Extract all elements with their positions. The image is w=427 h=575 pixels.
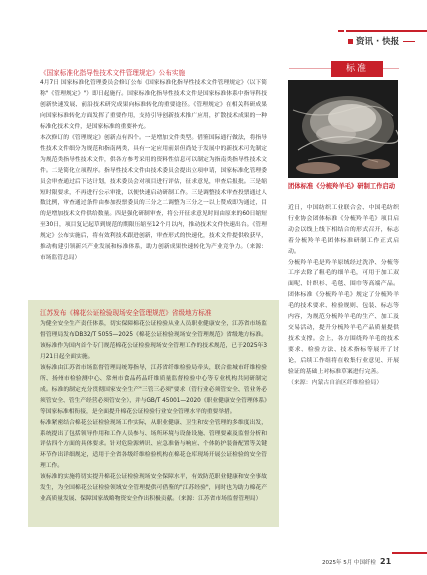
section-header [348, 35, 415, 47]
page-footer [322, 557, 391, 566]
section-label: 资讯 · 快报 [356, 37, 400, 47]
header-accent-stripe [338, 30, 344, 32]
sidebar-text: 近日，中国纺织工业联合会、中国毛纺织行业协会团体标准《分梳羚羊毛》项目启动会以线上线下相结合的形式召开，标志着分梳羚羊毛团体标准研制工作正式启动。 分梳羚羊毛是羚羊原绒经过洗净、分梳等工序去除了粗毛的细羊毛，可用于加工双面呢、针织衫、毛毯、围巾等高端产品。团体标准《分梳羚羊毛》规定了分梳羚羊毛的技术要求、检验规则、包装、标志等内容，为规范分梳羚羊毛的生产、加工及交易活动，提升分梳羚羊毛产品质量提供技术支撑。会上，各方围绕羚羊毛的技术要求、检验方法、技术指标等展开了讨论，后续工作组将在收集行业意见、开展验证的基础上对标准草案进行完善。 [288, 205, 399, 375]
page-number: 21 [380, 557, 392, 566]
sidebar-source: （来源：内蒙古自治区纤维检验局） [288, 379, 383, 386]
wool-fiber-photo [288, 80, 398, 178]
category-tag: 标准 [331, 61, 383, 77]
article-body: 为健全安全生产责任体系，切实保障棉花公证检验从业人员职业健康安全，江苏省市场监督管理局发布DB32/T 5055—2025《棉花公证检验现场安全管理规范》省级地方标准。该标准作为国内首个专门规范棉花公证检验现场安全管理工作的技术规范，已于2025年3月21日起全面实施。 该标准由江苏省市场监督管理局统筹指导，江苏省纤维检验局牵头，联合盐城市纤维检验所、扬州市检验测中心、常州市食品药品纤维质量监督检验中心等专业机构共同研制完成。标准的制定充分贯彻国家安全生产"三管三必须"要求（管行业必须管安全、管业务必须管安全、管生产经营必须管安全），并与GB/T 45001—2020《职业健康安全管理体系》等国家标准相衔接，是全面提升棉花公证检验行业安全管理水平的重要举措。 标准紧密结合棉花公证检验现场工作实际，从职业健康、卫生和安全管理的多维度出发，系统提出了包括领导作用和工作人员参与、场所环境与设备设施、管理要素及监督分析和评估四个方面的具体要求。针对危险源辨识、应急准备与响应、个体防护装备配置等关键环节作出详细规定，适用于全省各级纤维检验机构在棉花仓库现场开展公证检验的安全管理工作。 该标准的实施将切实提升棉花公证检验现场安全保障水平，有效防范职业健康和安全事故发生，为全国棉花公证检验领域安全管理提供可借鉴的"江苏经验"，同时也为助力棉花产业高质量发展、保障国家战略物资安全作出积极贡献。（来源：江苏省市场监督管理局） [40, 321, 267, 503]
sidebar-body [288, 203, 399, 548]
article-title: 《国家标准化指导性技术文件管理规定》公布实施 [40, 69, 186, 77]
section-underline [403, 41, 415, 43]
article-body: 4月7日 国家标准化管理委员会修订公布《国家标准化指导性技术文件管理规定》（以下简称"《管理规定》"）即日起施行。国家标准化指导性技术文件是国家标准体系中指导科技创新快速发展、前沿技术研究成果向标准转化的重要途径。《管理规定》在相关科研成果向国家标准转化方面发挥了重要作用，支持引导创新技术推广应用，扩散技术成果的一种标准化技术文件，是国家标准的重要补充。 本次修订的《管理规定》创新点有四个。一是增加文件类型。借鉴国际通行做法，将指导性技术文件细分为规范和指南两类，具有一定应用前景但尚处于发展中的新技术可先制定为规范类指导性技术文件，供各方参考采用的资料性信息可以制定为指南类指导性技术文件。二是简化立项程序。指导性技术文件由技术委员会提出立项申请，国家标准化管理委员会审查通过后下达计划，技术委员会对项目进行评估，征求意见，审查后报批。三是缩短时限要求，不再进行公示审批，以便快速启动研制工作。三是调整技术审查投票通过人数比例，审查通过条件由参加投票委员的三分之二调整为三分之一以上赞成即为通过，目的是增加技术文件供给数量。四是强化研制审查，将公开征求意见时间由原来的60日缩短至30日，项目复记起草到规范的期限压缩至12个月以内，推动技术文件快速出台。《管理规定》公布实施后，将有效利技术跟进创新，审查形式的快速化，技术文件提供收获早，推动构建引领新兴产业发展和标准体系，助力创新成果快速转化为产业竞争力。（来源：市场监管总局） [40, 80, 267, 262]
section-marker-icon [348, 39, 353, 44]
footer-rule [392, 552, 427, 554]
issue-label: 2025年 5月 中国纤检 [322, 560, 376, 566]
header-rule [346, 30, 427, 32]
sidebar-title: 团体标准《分梳羚羊毛》研制工作启动 [288, 183, 396, 190]
article-title: 江苏发布《棉花公证检验现场安全管理规范》省级地方标准 [40, 309, 212, 317]
wool-fiber-illustration-icon [288, 80, 398, 178]
